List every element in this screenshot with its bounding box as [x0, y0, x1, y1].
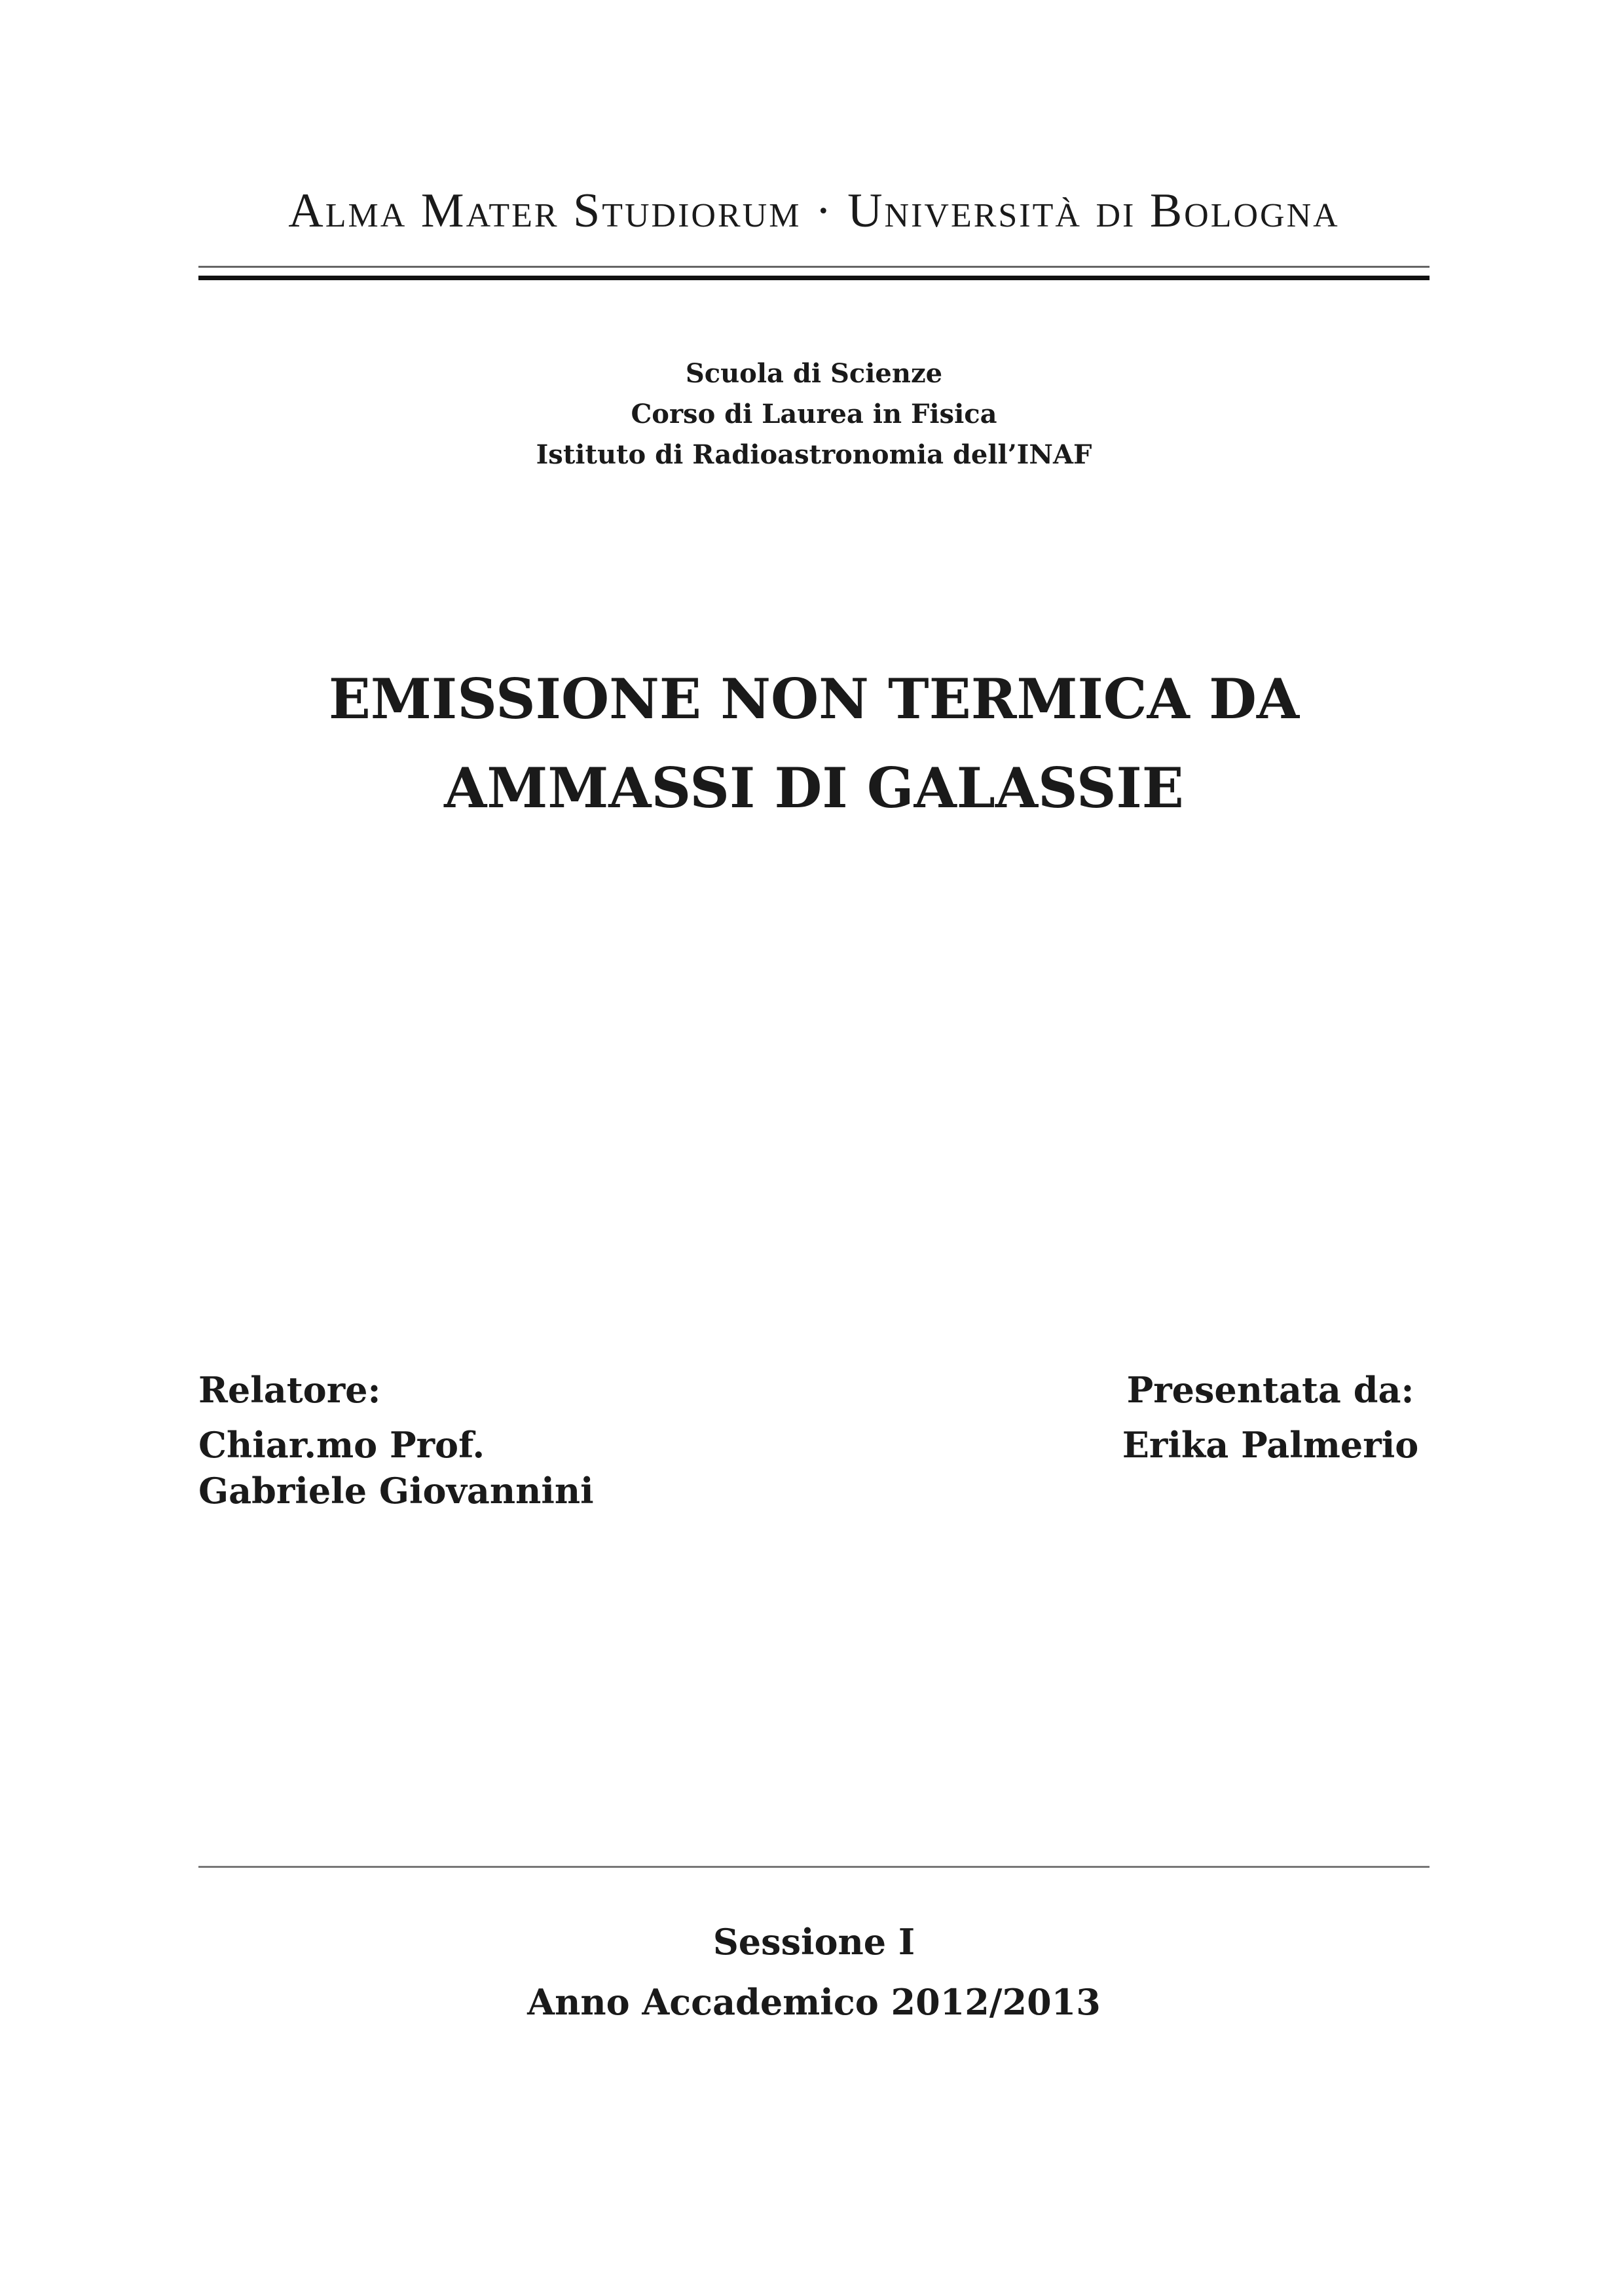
thesis-title-line-2: AMMASSI DI GALASSIE [444, 756, 1184, 820]
session-block [198, 1912, 1430, 2032]
thesis-title-line-1: EMISSIONE NON TERMICA DA [328, 666, 1300, 731]
candidate-label: Presentata da: [1126, 1369, 1414, 1411]
thesis-title [198, 655, 1430, 833]
supervisor-name: Gabriele Giovannini [198, 1470, 594, 1512]
institute-name: Istituto di Radioastronomia dell’INAF [536, 439, 1092, 470]
course-name: Corso di Laurea in Fisica [631, 399, 997, 429]
university-name: Alma Mater Studiorum · Università di Bologna [288, 184, 1340, 238]
candidate-name: Erika Palmerio [1122, 1424, 1419, 1466]
supervisor-title: Chiar.mo Prof. [198, 1424, 485, 1466]
session-label: Sessione I [712, 1921, 915, 1963]
supervisor-label: Relatore: [198, 1369, 381, 1411]
candidate-block [1107, 1367, 1434, 1468]
header-thick-rule [198, 276, 1430, 280]
supervisor-block [198, 1367, 594, 1514]
school-name: Scuola di Scienze [685, 358, 943, 389]
footer-rule [198, 1866, 1430, 1868]
header-thin-rule [198, 266, 1430, 268]
academic-year: Anno Accademico 2012/2013 [527, 1981, 1101, 2023]
institutions-block [198, 354, 1430, 475]
